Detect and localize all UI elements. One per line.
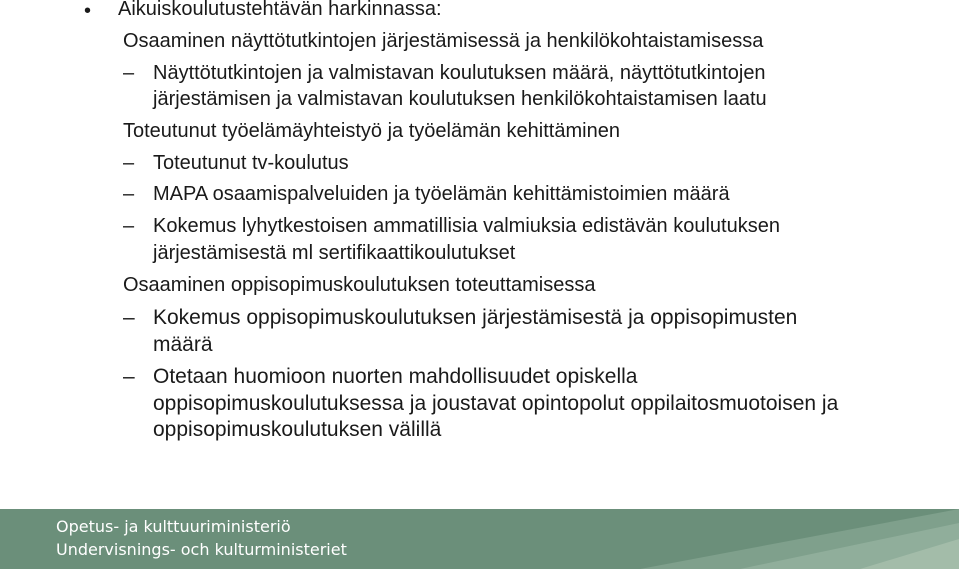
dash-icon: – [123,365,135,388]
list-item-text: Toteutunut tv-koulutus [153,152,349,174]
section-title-1: Osaaminen näyttötutkintojen järjestämisessä ja henkilökohtaistamisessa [123,30,764,52]
list-item-text: järjestämisestä ml sertifikaattikoulutukset [153,242,516,264]
list-item-text: Kokemus oppisopimuskoulutuksen järjestämisestä ja oppisopimusten [153,306,798,329]
dash-icon: – [123,152,135,174]
ministry-name-sv: Undervisnings- och kulturministeriet [56,540,347,559]
list-item-text: määrä [153,333,213,356]
section-title-3: Osaaminen oppisopimuskoulutuksen toteuttamisessa [123,274,596,296]
section-title-2: Toteutunut työelämäyhteistyö ja työelämän kehittäminen [123,120,620,142]
ministry-footer [0,509,959,569]
ministry-name-fi: Opetus- ja kulttuuriministeriö [56,517,291,536]
list-item-text: järjestämisen ja valmistavan koulutuksen henkilökohtaistamisen laatu [153,88,767,110]
list-item-text: oppisopimuskoulutuksessa ja joustavat opintopolut oppilaitosmuotoisen ja [153,392,839,415]
list-item-text: Näyttötutkintojen ja valmistavan koulutuksen määrä, näyttötutkintojen [153,62,766,84]
dash-icon: – [123,215,135,237]
list-item-text: oppisopimuskoulutuksen välillä [153,418,442,441]
dash-icon: – [123,306,135,329]
list-item-text: Otetaan huomioon nuorten mahdollisuudet opiskella [153,365,638,388]
list-item-text: MAPA osaamispalveluiden ja työelämän kehittämistoimien määrä [153,183,730,205]
slide-heading: Aikuiskoulutustehtävän harkinnassa: [118,0,442,20]
dash-icon: – [123,62,135,84]
dash-icon: – [123,183,135,205]
list-item-text: Kokemus lyhytkestoisen ammatillisia valmiuksia edistävän koulutuksen [153,215,780,237]
bullet-icon: • [84,0,92,22]
